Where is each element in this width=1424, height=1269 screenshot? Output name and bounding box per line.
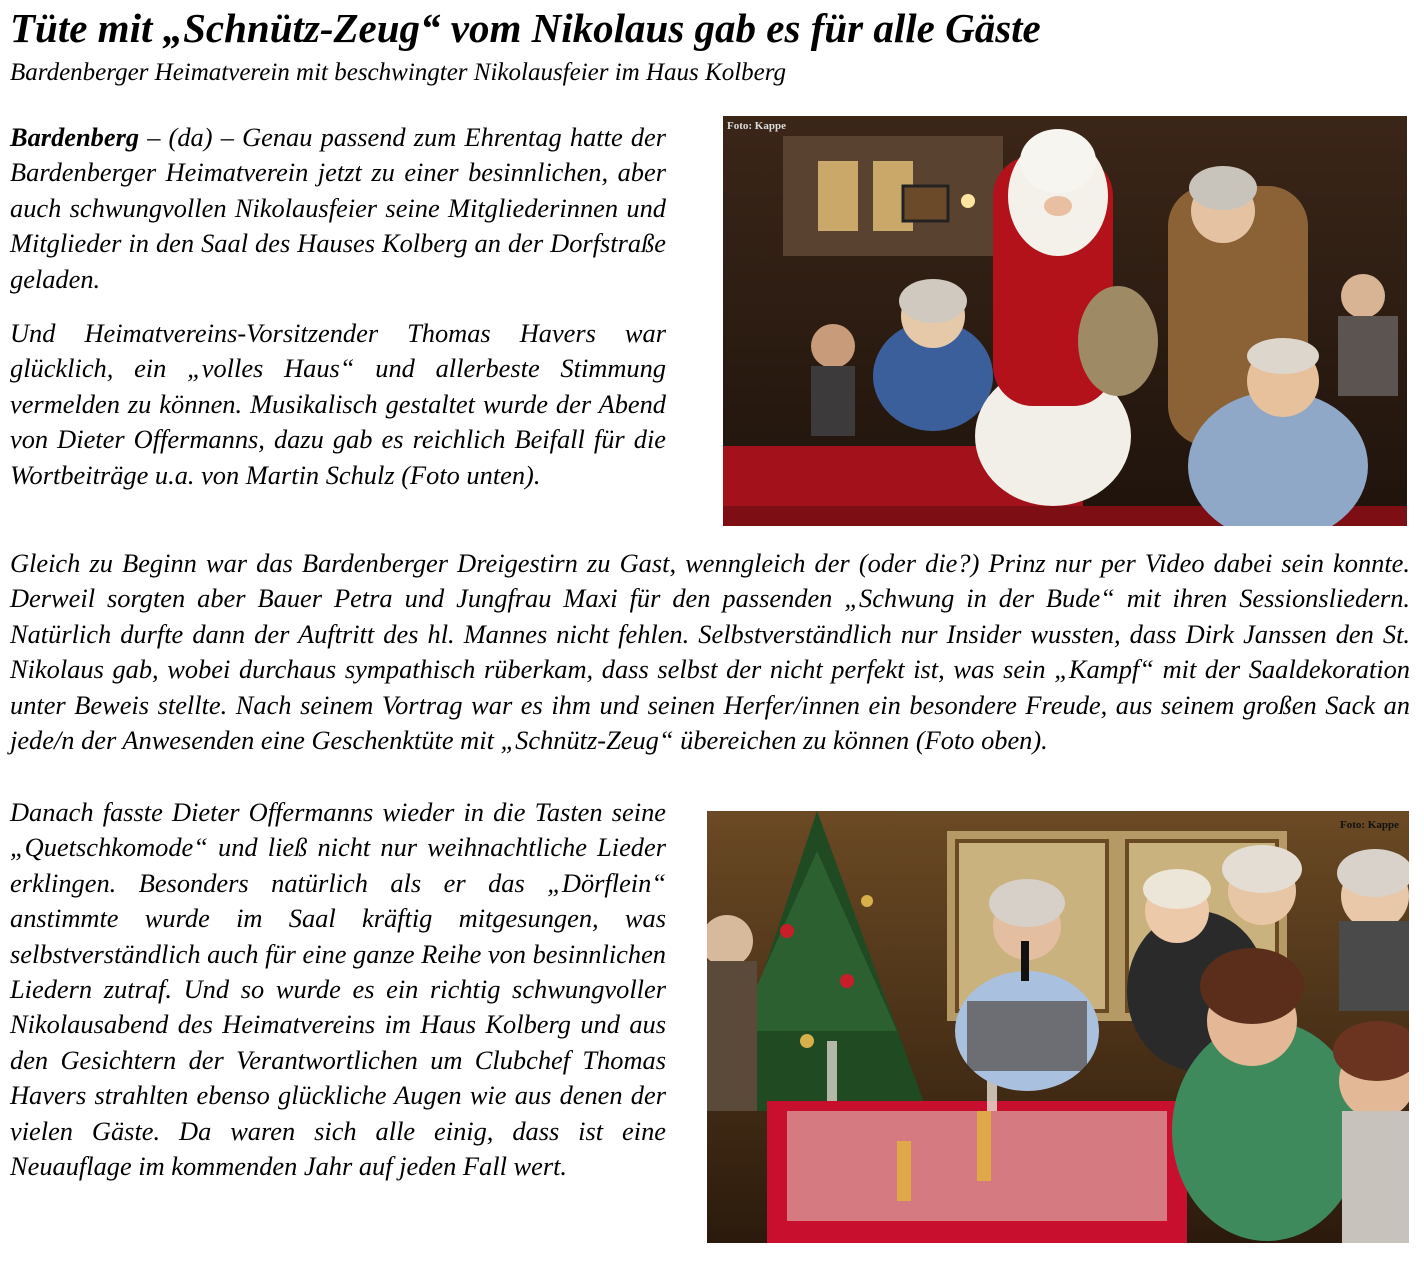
dateline-place: Bardenberg xyxy=(10,122,140,152)
headline: Tüte mit „Schnütz-Zeug“ vom Nikolaus gab es für alle Gäste xyxy=(10,5,1041,51)
paragraph-3: Gleich zu Beginn war das Bardenberger Dreigestirn zu Gast, wenngleich der (oder die?) Prinz nur per Video dabei sein konnte. Derweil sorgten aber Bauer Petra und Jungfrau Maxi für den passenden „Schwung in der Bude“ mit ihren Sessionsliedern. Natürlich durfte dann der Auftritt des hl. Mannes nicht fehlen. Selbstverständlich nur Insider wussten, dass Dirk Janssen den St. Nikolaus gab, wobei durchaus sympathisch rüberkam, dass selbst der nicht perfekt ist, was sein „Kampf“ mit der Saaldekoration unter Beweis stellte. Nach seinem Vortrag war es ihm und seinen Herfer/innen ein besondere Freude, aus seinem großen Sack an jede/n der Anwesenden eine Geschenktüte mit „Schnütz-Zeug“ übereichen zu können (Foto oben). xyxy=(10,548,1410,756)
dateline-author: – (da) – xyxy=(139,122,243,152)
paragraph-4: Danach fasste Dieter Offermanns wieder in die Tasten seine „Quetschkomode“ und ließ nicht nur weihnachtliche Lieder erklingen. Besonders natürlich als er das „Dörflein“ anstimmte wurde im Saal kräftig mitgesungen, was selbstverständlich auch für eine ganze Reihe von besinnlichen Liedern zutraf. Und so wurde es ein richtig schwungvoller Nikolausabend des Heimatvereins im Haus Kolberg und aus den Gesichtern der Verantwortlichen um Clubchef Thomas Havers strahlten ebenso glückliche Augen wie aus denen der vielen Gäste. Da waren sich alle einig, dass ist eine Neuauflage im kommenden Jahr auf jeden Fall wert. xyxy=(10,797,666,1182)
paragraph-2: Und Heimatvereins-Vorsitzender Thomas Havers war glücklich, ein „volles Haus“ und allerbeste Stimmung vermelden zu können. Musikalisch gestaltet wurde der Abend von Dieter Offermanns, dazu gab es reichlich Beifall für die Wortbeiträge u.a. von Martin Schulz (Foto unten). xyxy=(10,318,666,490)
photo-nikolaus-handing-gifts xyxy=(723,116,1407,526)
photo-credit-bottom: Foto: Kappe xyxy=(1340,819,1399,831)
paragraph-1-text: Genau passend zum Ehrentag hatte der Bardenberger Heimatverein jetzt zu einer besinnlichen, aber auch schwungvollen Nikolausfeier seine Mitgliederinnen und Mitglieder in den Saal des Hauses Kolberg an der Dorfstraße geladen. xyxy=(10,122,666,294)
paragraph-1 xyxy=(10,120,666,297)
photo-credit-top: Foto: Kappe xyxy=(727,120,786,132)
photo-musician-with-guests xyxy=(707,811,1409,1243)
subheadline: Bardenberger Heimatverein mit beschwingter Nikolausfeier im Haus Kolberg xyxy=(10,59,787,86)
